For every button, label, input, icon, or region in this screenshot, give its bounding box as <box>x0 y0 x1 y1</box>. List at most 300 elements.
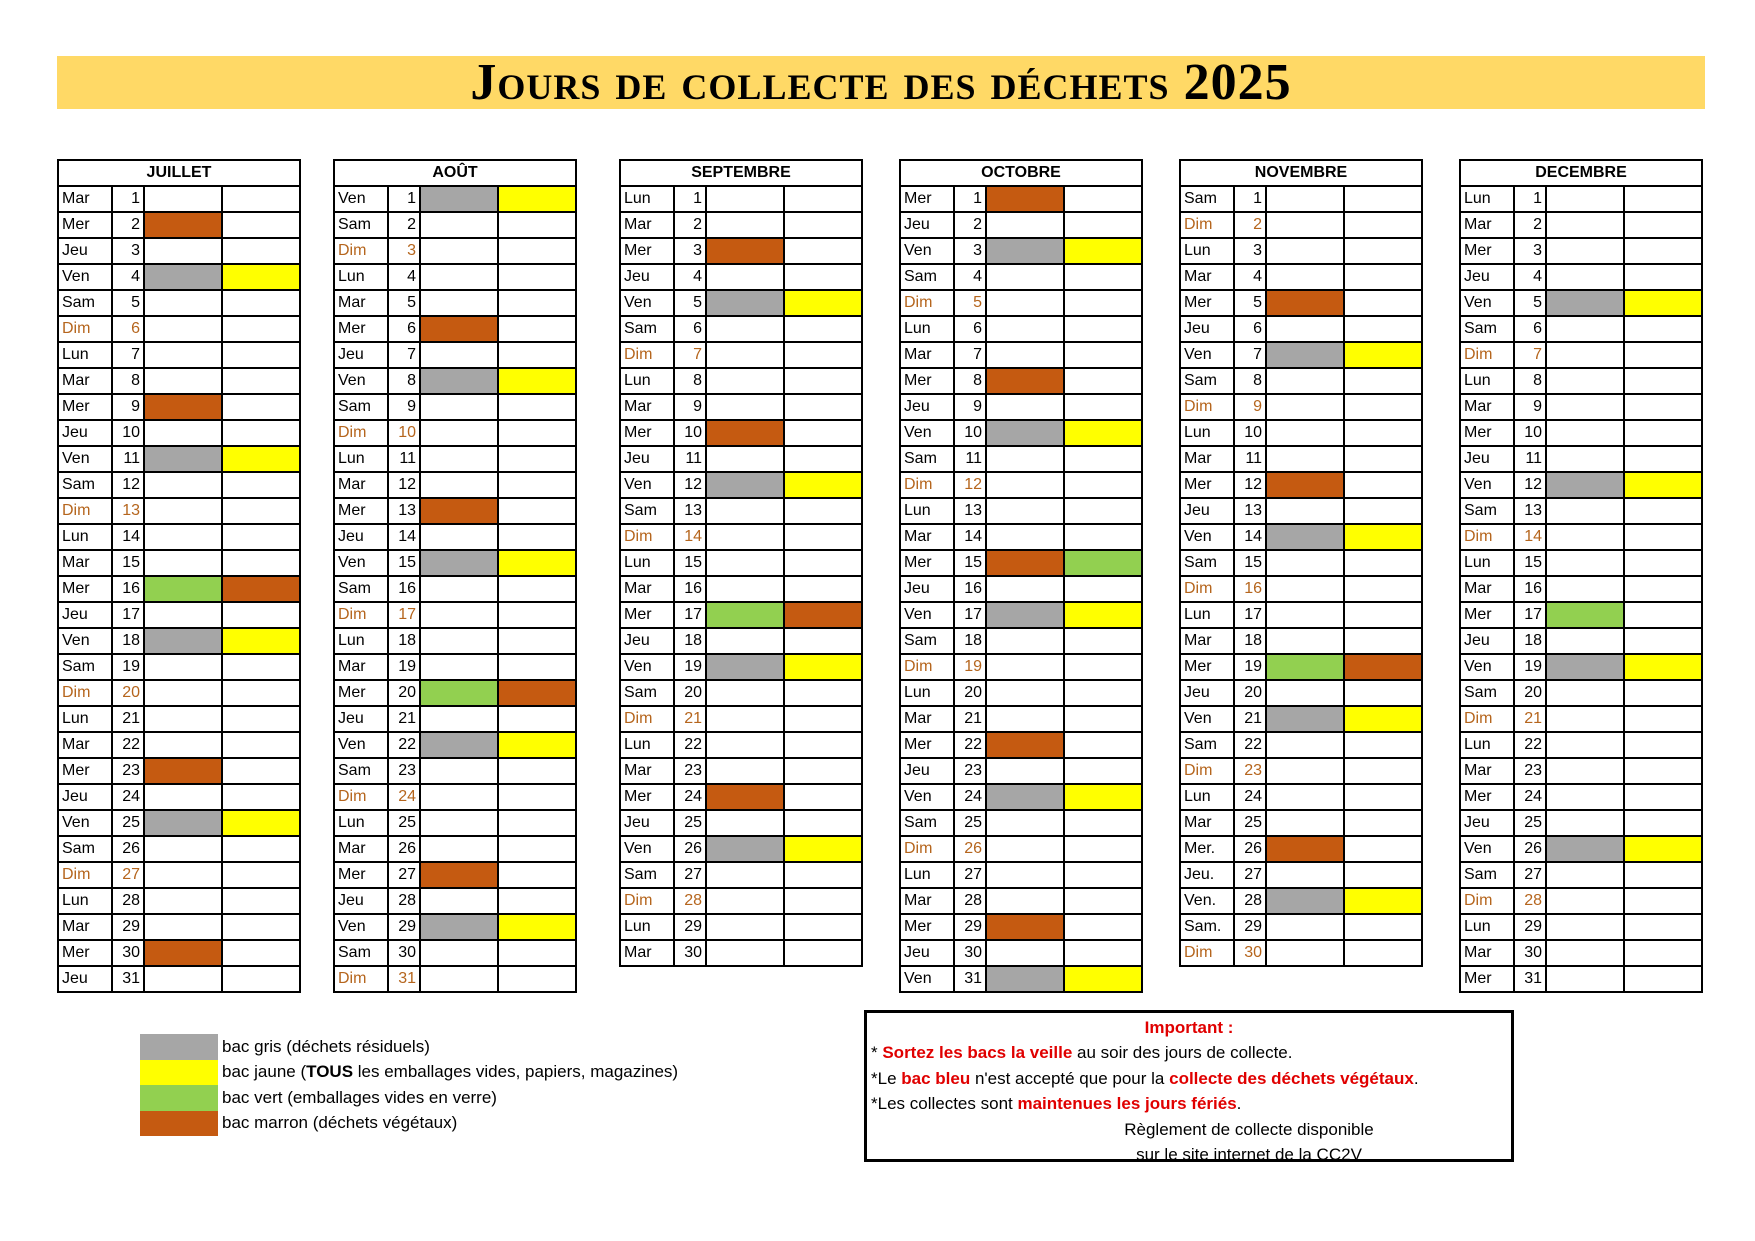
day-name: Mar <box>1180 446 1234 472</box>
collection-empty <box>784 394 862 420</box>
collection-empty <box>498 498 576 524</box>
collection-marron <box>784 602 862 628</box>
day-row <box>1460 888 1702 914</box>
collection-empty <box>706 914 784 940</box>
day-number: 21 <box>388 706 420 732</box>
day-number: 26 <box>1234 836 1266 862</box>
collection-empty <box>222 212 300 238</box>
collection-empty <box>1266 550 1344 576</box>
swatch-jaune <box>140 1060 218 1086</box>
collection-empty <box>784 238 862 264</box>
day-name: Dim <box>1460 524 1514 550</box>
day-row <box>1180 888 1422 914</box>
collection-empty <box>498 940 576 966</box>
collection-empty <box>706 446 784 472</box>
day-row <box>900 758 1142 784</box>
day-name: Mar <box>1460 212 1514 238</box>
collection-marron <box>986 368 1064 394</box>
day-number: 14 <box>112 524 144 550</box>
day-number: 4 <box>388 264 420 290</box>
day-number: 14 <box>954 524 986 550</box>
day-row <box>334 368 576 394</box>
day-name: Dim <box>620 524 674 550</box>
collection-empty <box>1546 524 1624 550</box>
day-number: 23 <box>388 758 420 784</box>
collection-empty <box>986 290 1064 316</box>
day-name: Lun <box>1460 186 1514 212</box>
collection-empty <box>1546 810 1624 836</box>
day-row <box>620 238 862 264</box>
collection-empty <box>706 706 784 732</box>
collection-empty <box>1624 784 1702 810</box>
day-row <box>1180 914 1422 940</box>
collection-gris <box>1546 836 1624 862</box>
collection-empty <box>1064 264 1142 290</box>
day-row <box>58 472 300 498</box>
collection-empty <box>1344 472 1422 498</box>
day-name: Sam <box>900 810 954 836</box>
day-number: 15 <box>954 550 986 576</box>
collection-empty <box>222 680 300 706</box>
collection-empty <box>1546 238 1624 264</box>
day-number: 24 <box>112 784 144 810</box>
collection-empty <box>1624 342 1702 368</box>
collection-empty <box>784 680 862 706</box>
day-row <box>620 628 862 654</box>
day-name: Mer <box>1180 290 1234 316</box>
collection-empty <box>1624 550 1702 576</box>
collection-jaune <box>784 290 862 316</box>
day-row <box>334 810 576 836</box>
collection-empty <box>706 628 784 654</box>
collection-empty <box>706 810 784 836</box>
day-name: Mar <box>334 836 388 862</box>
day-name: Mer <box>900 368 954 394</box>
collection-empty <box>144 550 222 576</box>
collection-empty <box>498 784 576 810</box>
collection-marron <box>144 394 222 420</box>
day-row <box>1180 290 1422 316</box>
collection-empty <box>144 914 222 940</box>
day-name: Ven <box>334 186 388 212</box>
day-row <box>1460 654 1702 680</box>
day-number: 7 <box>674 342 706 368</box>
day-name: Lun <box>334 810 388 836</box>
collection-empty <box>784 758 862 784</box>
day-name: Mer <box>58 758 112 784</box>
collection-empty <box>784 524 862 550</box>
collection-gris <box>144 810 222 836</box>
day-number: 8 <box>388 368 420 394</box>
day-name: Ven <box>900 238 954 264</box>
collection-gris <box>1266 888 1344 914</box>
day-number: 24 <box>674 784 706 810</box>
day-name: Mar <box>58 186 112 212</box>
day-number: 13 <box>1514 498 1546 524</box>
collection-marron <box>986 914 1064 940</box>
collection-empty <box>222 862 300 888</box>
day-row <box>58 654 300 680</box>
day-name: Mer <box>334 316 388 342</box>
collection-marron <box>144 212 222 238</box>
month-table-5 <box>1459 159 1703 993</box>
day-number: 3 <box>112 238 144 264</box>
day-number: 20 <box>674 680 706 706</box>
collection-empty <box>1064 290 1142 316</box>
day-name: Jeu <box>900 758 954 784</box>
month-table-0 <box>57 159 301 993</box>
day-name: Ven <box>334 368 388 394</box>
collection-gris <box>420 368 498 394</box>
collection-empty <box>222 420 300 446</box>
day-name: Jeu <box>620 446 674 472</box>
day-row <box>1460 368 1702 394</box>
collection-jaune <box>1064 784 1142 810</box>
day-number: 31 <box>1514 966 1546 992</box>
day-name: Mar <box>620 940 674 966</box>
collection-empty <box>498 810 576 836</box>
day-name: Mer <box>900 914 954 940</box>
day-number: 23 <box>1234 758 1266 784</box>
day-name: Ven <box>1180 342 1234 368</box>
day-row <box>1180 316 1422 342</box>
collection-gris <box>1266 706 1344 732</box>
day-name: Sam <box>900 446 954 472</box>
day-row <box>58 862 300 888</box>
collection-vert <box>420 680 498 706</box>
day-number: 30 <box>1234 940 1266 966</box>
day-name: Mar <box>900 524 954 550</box>
day-number: 29 <box>1514 914 1546 940</box>
day-row <box>1180 238 1422 264</box>
collection-empty <box>1266 238 1344 264</box>
day-row <box>620 758 862 784</box>
day-name: Mer <box>334 862 388 888</box>
collection-empty <box>986 342 1064 368</box>
day-row <box>58 264 300 290</box>
day-name: Ven <box>900 420 954 446</box>
day-number: 20 <box>954 680 986 706</box>
day-name: Dim <box>1180 940 1234 966</box>
day-row <box>620 420 862 446</box>
day-row <box>58 316 300 342</box>
day-name: Sam <box>58 654 112 680</box>
day-number: 2 <box>1234 212 1266 238</box>
day-number: 12 <box>954 472 986 498</box>
day-name: Dim <box>900 654 954 680</box>
day-number: 5 <box>954 290 986 316</box>
day-name: Mer <box>1460 784 1514 810</box>
day-row <box>1180 342 1422 368</box>
legend-label: bac gris (déchets résiduels) <box>222 1036 430 1056</box>
collection-empty <box>144 680 222 706</box>
day-name: Dim <box>620 342 674 368</box>
collection-empty <box>1344 914 1422 940</box>
day-name: Ven <box>334 550 388 576</box>
collection-empty <box>1266 316 1344 342</box>
collection-empty <box>1546 316 1624 342</box>
collection-empty <box>784 550 862 576</box>
day-number: 29 <box>1234 914 1266 940</box>
day-number: 20 <box>388 680 420 706</box>
day-row <box>900 342 1142 368</box>
day-name: Mer <box>620 784 674 810</box>
day-name: Ven <box>58 264 112 290</box>
collection-empty <box>706 524 784 550</box>
collection-empty <box>222 914 300 940</box>
collection-empty <box>986 654 1064 680</box>
day-name: Lun <box>334 264 388 290</box>
day-row <box>1180 784 1422 810</box>
day-number: 9 <box>388 394 420 420</box>
day-number: 27 <box>1514 862 1546 888</box>
day-name: Jeu <box>1180 498 1234 524</box>
collection-empty <box>1344 238 1422 264</box>
day-number: 11 <box>954 446 986 472</box>
day-row <box>900 498 1142 524</box>
collection-empty <box>784 628 862 654</box>
day-number: 22 <box>1234 732 1266 758</box>
day-row <box>620 550 862 576</box>
month-name: JUILLET <box>58 160 300 186</box>
collection-empty <box>784 368 862 394</box>
day-row <box>58 290 300 316</box>
collection-empty <box>144 836 222 862</box>
day-row <box>1180 368 1422 394</box>
collection-marron <box>420 316 498 342</box>
day-row <box>58 238 300 264</box>
day-number: 4 <box>1514 264 1546 290</box>
day-name: Mar <box>1180 264 1234 290</box>
day-name: Jeu <box>334 706 388 732</box>
collection-empty <box>1064 446 1142 472</box>
collection-empty <box>1266 862 1344 888</box>
collection-vert <box>1266 654 1344 680</box>
collection-empty <box>706 680 784 706</box>
day-name: Mer <box>334 680 388 706</box>
day-number: 14 <box>1234 524 1266 550</box>
collection-empty <box>1546 888 1624 914</box>
collection-empty <box>144 186 222 212</box>
day-row <box>1460 394 1702 420</box>
collection-empty <box>420 342 498 368</box>
day-row <box>900 368 1142 394</box>
collection-empty <box>784 784 862 810</box>
collection-empty <box>706 862 784 888</box>
day-number: 1 <box>1514 186 1546 212</box>
collection-empty <box>1624 394 1702 420</box>
collection-empty <box>1344 628 1422 654</box>
day-name: Dim <box>334 420 388 446</box>
collection-empty <box>498 654 576 680</box>
collection-empty <box>1546 680 1624 706</box>
day-name: Lun <box>1460 550 1514 576</box>
day-row <box>1460 810 1702 836</box>
day-name: Lun <box>1180 238 1234 264</box>
day-number: 15 <box>674 550 706 576</box>
collection-empty <box>706 940 784 966</box>
collection-empty <box>1064 368 1142 394</box>
collection-empty <box>1344 680 1422 706</box>
collection-empty <box>1266 784 1344 810</box>
collection-empty <box>498 316 576 342</box>
day-name: Jeu <box>1460 264 1514 290</box>
day-row <box>1460 420 1702 446</box>
day-name: Mer <box>58 212 112 238</box>
collection-empty <box>1624 966 1702 992</box>
day-number: 4 <box>1234 264 1266 290</box>
day-name: Jeu <box>900 576 954 602</box>
day-name: Lun <box>620 732 674 758</box>
day-row <box>620 186 862 212</box>
collection-empty <box>1064 940 1142 966</box>
day-name: Dim <box>1460 888 1514 914</box>
day-row <box>58 212 300 238</box>
collection-empty <box>1344 836 1422 862</box>
collection-empty <box>986 472 1064 498</box>
collection-empty <box>420 940 498 966</box>
collection-empty <box>144 238 222 264</box>
collection-empty <box>986 810 1064 836</box>
day-number: 19 <box>388 654 420 680</box>
day-row <box>900 654 1142 680</box>
collection-empty <box>1546 706 1624 732</box>
day-number: 10 <box>112 420 144 446</box>
collection-marron <box>222 576 300 602</box>
collection-marron <box>1266 290 1344 316</box>
day-row <box>620 446 862 472</box>
day-number: 22 <box>112 732 144 758</box>
day-row <box>900 602 1142 628</box>
collection-empty <box>1064 628 1142 654</box>
day-number: 28 <box>1514 888 1546 914</box>
collection-empty <box>784 316 862 342</box>
day-name: Mar <box>900 888 954 914</box>
collection-marron <box>1344 654 1422 680</box>
day-row <box>900 940 1142 966</box>
day-row <box>620 602 862 628</box>
day-number: 25 <box>674 810 706 836</box>
collection-empty <box>1064 862 1142 888</box>
collection-jaune <box>498 914 576 940</box>
day-number: 26 <box>674 836 706 862</box>
collection-empty <box>222 654 300 680</box>
day-row <box>1180 212 1422 238</box>
day-name: Sam <box>334 940 388 966</box>
collection-empty <box>986 212 1064 238</box>
day-name: Dim <box>334 784 388 810</box>
important-line-5: sur le site internet de la CC2V <box>1136 1145 1362 1164</box>
day-number: 8 <box>1514 368 1546 394</box>
day-name: Ven <box>334 732 388 758</box>
day-row <box>334 836 576 862</box>
page-title: Jours de collecte des déchets 2025 <box>470 53 1292 111</box>
day-name: Dim <box>334 602 388 628</box>
collection-empty <box>1266 628 1344 654</box>
important-line-4: Règlement de collecte disponible <box>1124 1119 1374 1139</box>
collection-empty <box>784 342 862 368</box>
day-row <box>900 862 1142 888</box>
collection-empty <box>706 550 784 576</box>
day-name: Sam. <box>1180 914 1234 940</box>
day-name: Ven <box>58 628 112 654</box>
day-name: Sam <box>620 498 674 524</box>
collection-empty <box>1266 446 1344 472</box>
collection-empty <box>1624 914 1702 940</box>
collection-empty <box>498 264 576 290</box>
day-number: 29 <box>674 914 706 940</box>
day-name: Jeu <box>334 888 388 914</box>
day-row <box>58 680 300 706</box>
day-row <box>900 290 1142 316</box>
collection-empty <box>1624 446 1702 472</box>
collection-jaune <box>1344 888 1422 914</box>
day-name: Jeu <box>1460 628 1514 654</box>
collection-empty <box>986 446 1064 472</box>
collection-empty <box>986 524 1064 550</box>
day-name: Dim <box>900 836 954 862</box>
day-number: 5 <box>388 290 420 316</box>
collection-empty <box>1344 940 1422 966</box>
day-name: Sam <box>1180 550 1234 576</box>
collection-empty <box>784 810 862 836</box>
day-number: 16 <box>1514 576 1546 602</box>
collection-empty <box>222 472 300 498</box>
collection-empty <box>222 524 300 550</box>
day-row <box>58 810 300 836</box>
day-name: Mer <box>1460 238 1514 264</box>
day-row <box>620 472 862 498</box>
day-name: Sam <box>58 290 112 316</box>
day-number: 8 <box>954 368 986 394</box>
collection-empty <box>420 706 498 732</box>
day-row <box>58 966 300 992</box>
collection-empty <box>1064 680 1142 706</box>
day-number: 18 <box>112 628 144 654</box>
day-row <box>58 940 300 966</box>
day-row <box>620 706 862 732</box>
collection-empty <box>498 394 576 420</box>
day-row <box>900 186 1142 212</box>
day-row <box>334 186 576 212</box>
day-name: Mer <box>1460 420 1514 446</box>
day-row <box>334 394 576 420</box>
collection-empty <box>1266 212 1344 238</box>
day-name: Jeu <box>620 810 674 836</box>
day-number: 30 <box>112 940 144 966</box>
day-row <box>1460 498 1702 524</box>
day-row <box>334 498 576 524</box>
day-number: 4 <box>112 264 144 290</box>
day-number: 3 <box>388 238 420 264</box>
day-row <box>900 550 1142 576</box>
day-row <box>58 524 300 550</box>
day-number: 18 <box>954 628 986 654</box>
collection-empty <box>222 888 300 914</box>
collection-empty <box>420 836 498 862</box>
important-line-2: *Le bac bleu n'est accepté que pour la collecte des déchets végétaux. <box>871 1068 1419 1088</box>
collection-empty <box>1624 576 1702 602</box>
day-name: Dim <box>334 238 388 264</box>
day-name: Ven <box>1180 524 1234 550</box>
day-name: Dim <box>900 290 954 316</box>
day-row <box>1180 706 1422 732</box>
day-row <box>1460 732 1702 758</box>
day-number: 19 <box>954 654 986 680</box>
collection-empty <box>706 758 784 784</box>
collection-gris <box>986 602 1064 628</box>
day-number: 15 <box>1514 550 1546 576</box>
